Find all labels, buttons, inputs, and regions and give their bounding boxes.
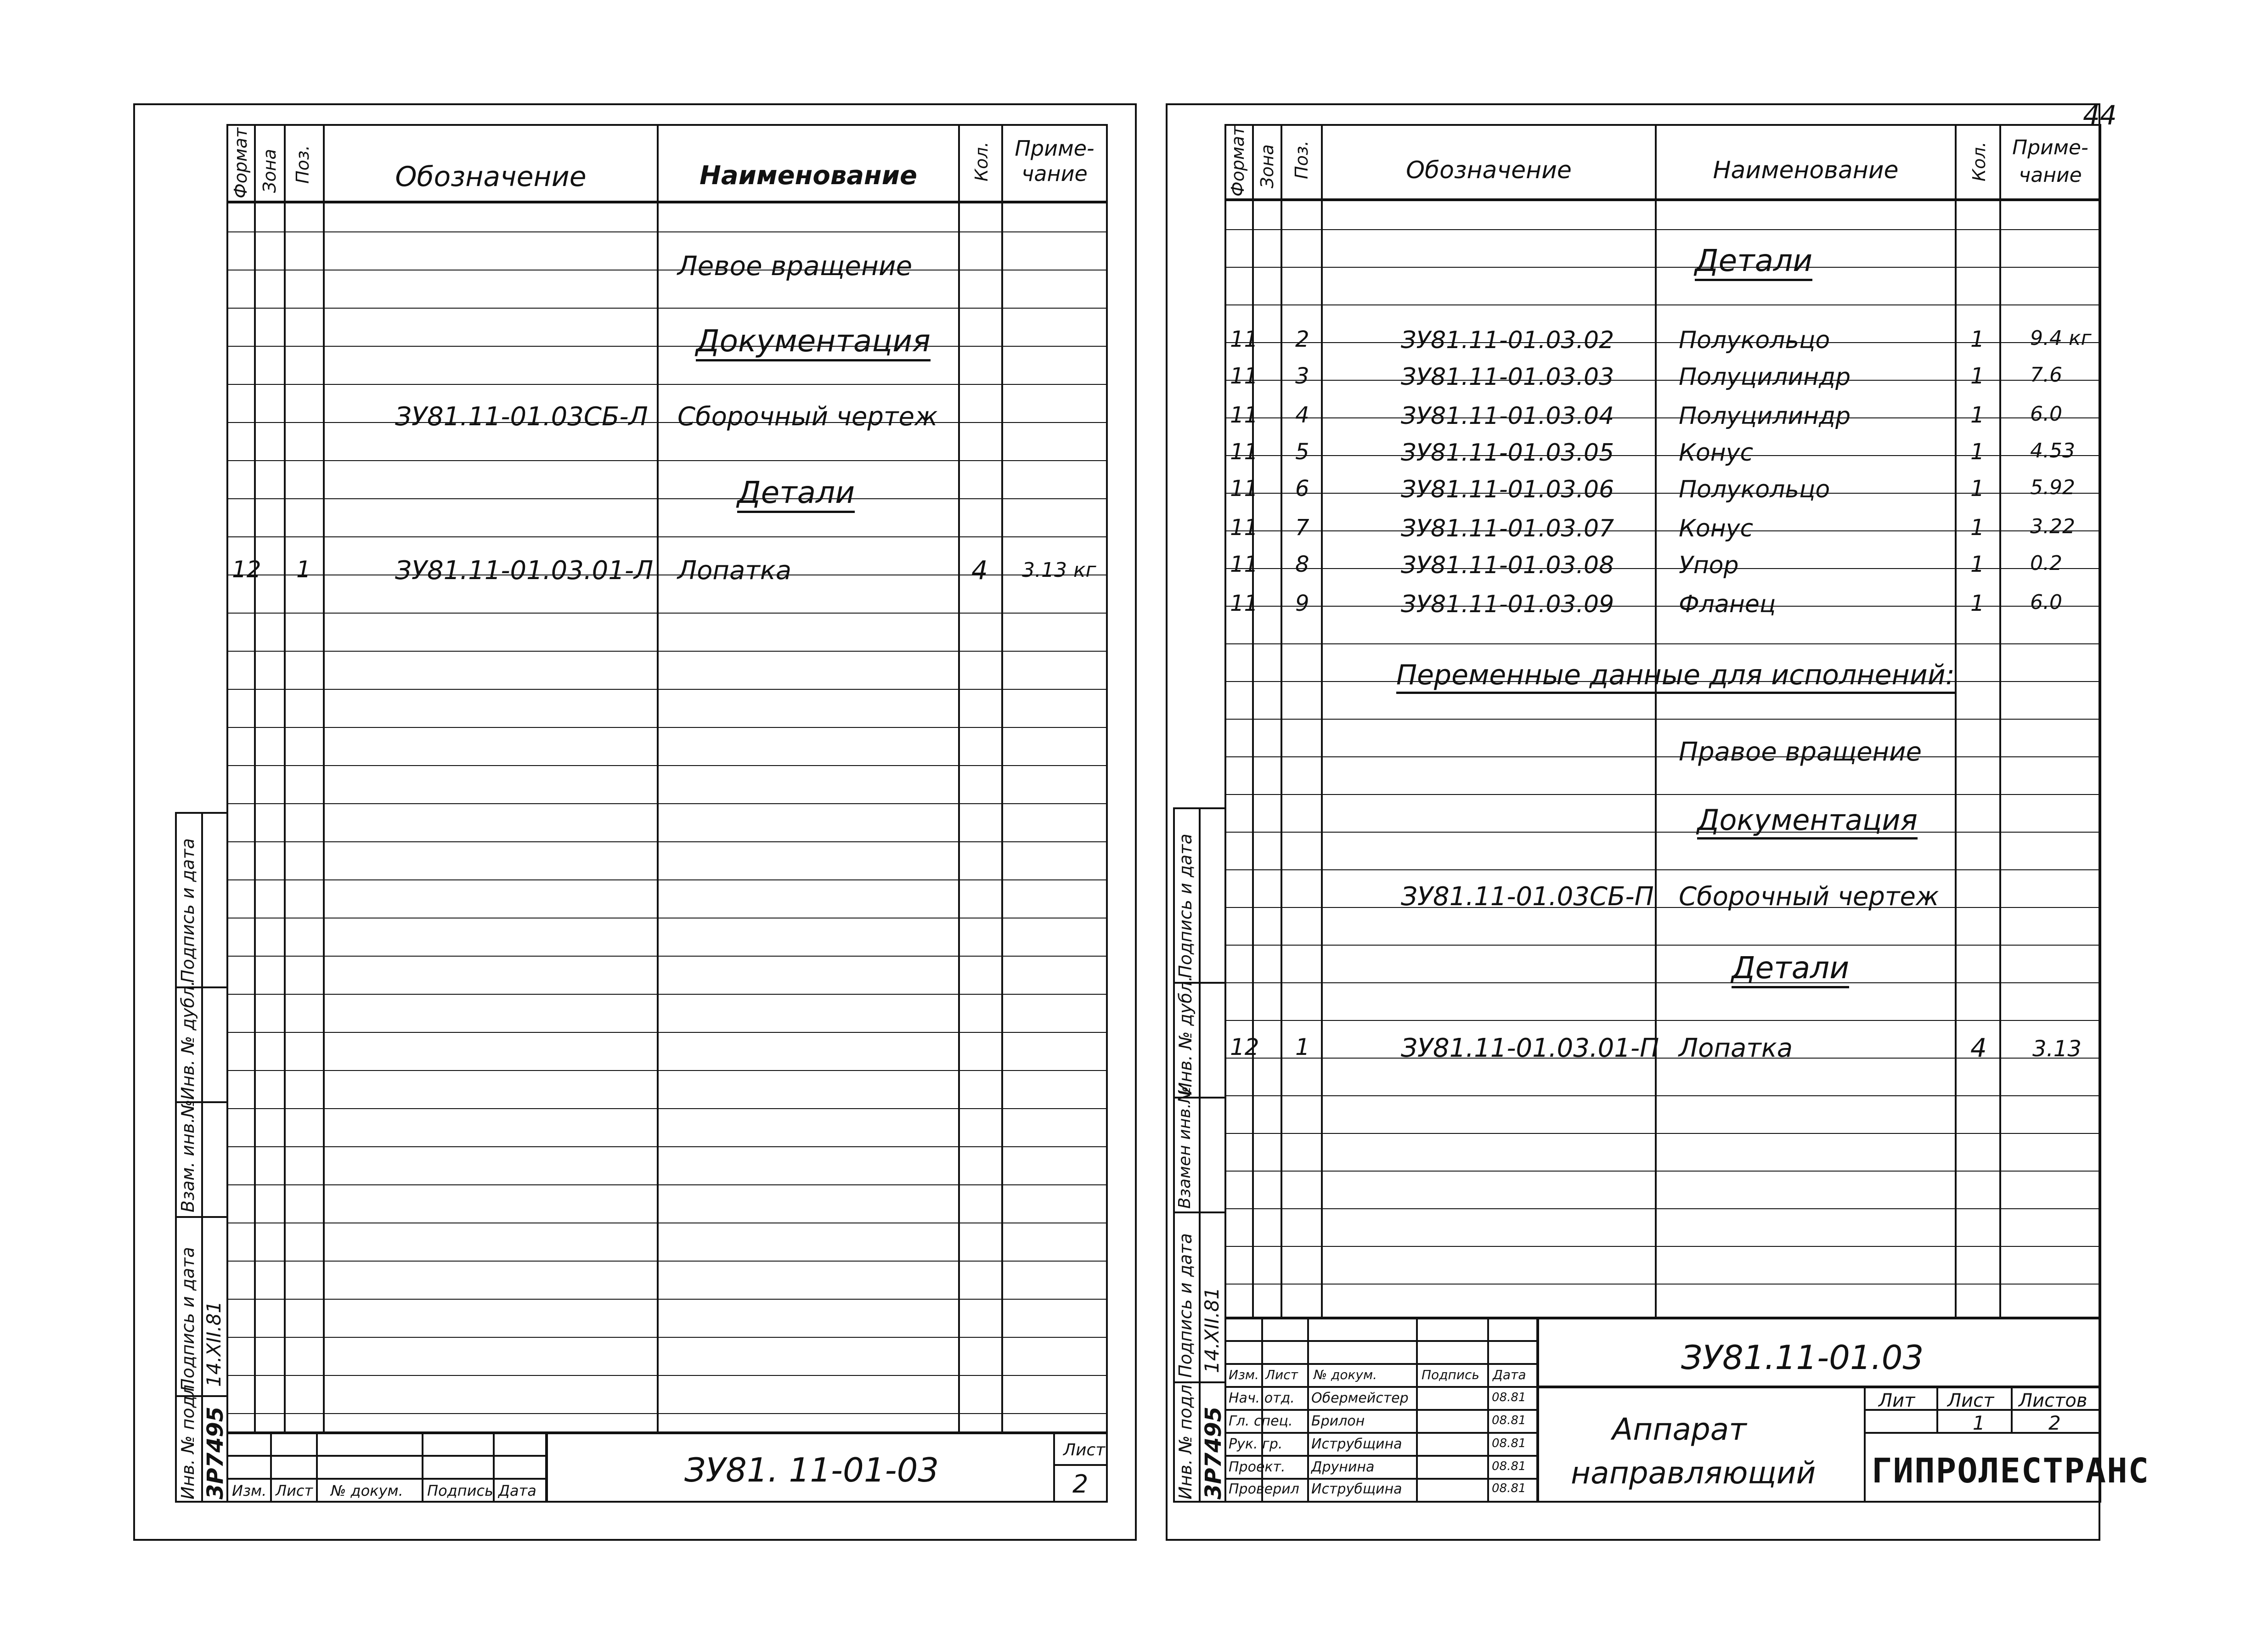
right-part-qty: 1 bbox=[1970, 327, 1985, 352]
right-part-note: 0.2 bbox=[2030, 552, 2062, 575]
right-signer-role: Рук. гр. bbox=[1229, 1436, 1283, 1452]
right-stamp-sign-date: Подпись и дата bbox=[1175, 1233, 1196, 1378]
right-part-qty: 1 bbox=[1970, 439, 1985, 465]
right-title-sheet-value: 1 bbox=[1973, 1412, 1985, 1434]
right-signer-role: Проверил bbox=[1229, 1481, 1299, 1497]
left-header-note-2: чание bbox=[1021, 161, 1088, 186]
right-part-note: 4.53 bbox=[2030, 439, 2075, 462]
right-header-format: Формат bbox=[1228, 125, 1248, 197]
left-part-designation: ЗУ81.11-01.03.01-Л bbox=[395, 556, 654, 586]
right-header-note-2: чание bbox=[2019, 163, 2082, 187]
right-part-note: 6.0 bbox=[2030, 402, 2062, 426]
left-stamp-sign-date-value: 14.XII.81 bbox=[203, 1301, 225, 1387]
right-title-sheets-label: Листов bbox=[2019, 1390, 2087, 1411]
right-part-format: 11 bbox=[1230, 327, 1258, 352]
right-part-designation: ЗУ81.11-01.03.05 bbox=[1401, 439, 1614, 467]
right-part-pos: 3 bbox=[1295, 363, 1309, 389]
right-signer-role: Нач. отд. bbox=[1229, 1390, 1295, 1406]
right-part-name: Полукольцо bbox=[1679, 327, 1830, 354]
left-title-col-date: Дата bbox=[498, 1482, 536, 1499]
right-header-note-1: Приме- bbox=[2012, 136, 2088, 159]
right-part-format: 11 bbox=[1230, 552, 1258, 577]
right-title-sheets-value: 2 bbox=[2048, 1412, 2061, 1434]
right-part-name: Полуцилиндр bbox=[1679, 363, 1851, 391]
right-part-note: 5.92 bbox=[2030, 476, 2075, 499]
right-part-designation: ЗУ81.11-01.03.09 bbox=[1401, 591, 1614, 618]
right-header-zone: Зона bbox=[1257, 144, 1277, 188]
left-stamp-sign-date: Подпись и дата bbox=[178, 1247, 198, 1392]
right-signer-name: Иструбщина bbox=[1311, 1481, 1402, 1497]
right-signer-date: 08.81 bbox=[1492, 1437, 1526, 1450]
right-part-designation: ЗУ81.11-01.03.08 bbox=[1401, 552, 1614, 579]
right-section-parts-2: Детали bbox=[1732, 953, 1849, 988]
left-title-col-izm: Изм. bbox=[232, 1482, 267, 1499]
right-part-pos: 4 bbox=[1295, 402, 1309, 428]
right-part-format: 11 bbox=[1230, 402, 1258, 428]
right-part-pos: 7 bbox=[1295, 515, 1309, 541]
right-part-designation: ЗУ81.11-01.03.04 bbox=[1401, 402, 1614, 430]
right-title-sheet-label: Лист bbox=[1947, 1390, 1994, 1411]
right-part-note: 3.22 bbox=[2030, 515, 2075, 538]
left-header-format: Формат bbox=[231, 127, 251, 198]
left-title-code: ЗУ81. 11-01-03 bbox=[684, 1451, 939, 1489]
right-stamp-sign-date-2: Подпись и дата bbox=[1175, 834, 1196, 978]
right-header-qty: Кол. bbox=[1969, 141, 1989, 181]
right-part-qty: 1 bbox=[1970, 591, 1985, 616]
right-title-head-doc: № докум. bbox=[1314, 1367, 1377, 1382]
left-header-note-1: Приме- bbox=[1015, 136, 1095, 161]
right-signer-name: Брилон bbox=[1311, 1413, 1365, 1429]
right-stamp-inv-orig: Инв. № подл. bbox=[1175, 1379, 1196, 1499]
right-stamp-inv-orig-value: 3Р7495 bbox=[1201, 1406, 1226, 1499]
right-signer-date: 08.81 bbox=[1492, 1482, 1526, 1495]
right-part2-pos: 1 bbox=[1295, 1034, 1310, 1060]
right-title-org-logo: ГИПРОЛЕСТРАНС bbox=[1872, 1451, 2150, 1491]
right-signer-role: Гл. спец. bbox=[1229, 1413, 1293, 1429]
right-part-qty: 1 bbox=[1970, 402, 1985, 428]
right-part-format: 11 bbox=[1230, 439, 1258, 465]
right-part2-qty: 4 bbox=[1970, 1033, 1987, 1063]
right-doc-designation: ЗУ81.11-01.03СБ-П bbox=[1401, 882, 1654, 912]
left-doc-name: Сборочный чертеж bbox=[677, 402, 938, 432]
left-title-col-list: Лист bbox=[276, 1482, 313, 1499]
left-stamp-inv-orig-value: 3Р7495 bbox=[203, 1406, 228, 1499]
page-number: 44 bbox=[2083, 100, 2117, 131]
right-part-note: 9.4 кг bbox=[2030, 327, 2092, 350]
right-signer-role: Проект. bbox=[1229, 1459, 1286, 1475]
right-part2-name: Лопатка bbox=[1679, 1033, 1793, 1063]
left-stamp-inv-dup: Инв. № дубл. bbox=[178, 980, 198, 1100]
left-stamp-inv-orig: Инв. № подл. bbox=[178, 1379, 198, 1499]
right-part-name: Полукольцо bbox=[1679, 476, 1830, 503]
right-part2-designation: ЗУ81.11-01.03.01-П bbox=[1401, 1033, 1659, 1063]
right-section-parts: Детали bbox=[1695, 246, 1812, 281]
left-header-qty: Кол. bbox=[971, 141, 992, 181]
left-stamp-replace-inv: Взам. инв.№ bbox=[178, 1099, 198, 1212]
left-part-pos: 1 bbox=[296, 556, 311, 583]
right-variable-data: Переменные данные для исполнений: bbox=[1396, 661, 1955, 694]
left-part-name: Лопатка bbox=[677, 556, 792, 586]
right-section-rotation: Правое вращение bbox=[1679, 737, 1922, 767]
right-signer-name: Обермейстер bbox=[1311, 1390, 1409, 1406]
right-part-qty: 1 bbox=[1970, 552, 1985, 577]
right-part-pos: 6 bbox=[1295, 476, 1309, 501]
right-part-name: Конус bbox=[1679, 439, 1754, 467]
right-part-pos: 9 bbox=[1295, 591, 1309, 616]
right-part-qty: 1 bbox=[1970, 515, 1985, 541]
right-part2-note: 3.13 bbox=[2032, 1036, 2082, 1062]
left-doc-designation: ЗУ81.11-01.03СБ-Л bbox=[395, 402, 648, 432]
right-title-head-list: Лист bbox=[1265, 1367, 1298, 1382]
right-part-qty: 1 bbox=[1970, 363, 1985, 389]
right-part-format: 11 bbox=[1230, 515, 1258, 541]
right-doc-name: Сборочный чертеж bbox=[1679, 882, 1939, 912]
left-header-zone: Зона bbox=[260, 149, 280, 193]
right-part-format: 11 bbox=[1230, 591, 1258, 616]
right-part-pos: 2 bbox=[1295, 327, 1309, 352]
right-signer-name: Друнина bbox=[1311, 1459, 1375, 1475]
right-signer-date: 08.81 bbox=[1492, 1414, 1526, 1427]
right-part2-format: 12 bbox=[1230, 1034, 1259, 1060]
right-part-note: 7.6 bbox=[2030, 363, 2062, 387]
right-title-lit-label: Лит bbox=[1879, 1390, 1915, 1411]
left-title-sheet-value: 2 bbox=[1072, 1470, 1089, 1499]
left-header-designation: Обозначение bbox=[395, 161, 587, 193]
left-part-qty: 4 bbox=[971, 556, 988, 586]
left-section-rotation: Левое вращение bbox=[677, 250, 913, 282]
left-section-docs: Документация bbox=[696, 326, 931, 361]
right-part-name: Полуцилиндр bbox=[1679, 402, 1851, 430]
right-stamp-sign-date-value: 14.XII.81 bbox=[1201, 1287, 1223, 1373]
right-part-name: Фланец bbox=[1679, 591, 1776, 618]
right-title-code: ЗУ81.11-01.03 bbox=[1681, 1338, 1924, 1377]
right-signer-name: Иструбщина bbox=[1311, 1436, 1402, 1452]
right-part-designation: ЗУ81.11-01.03.06 bbox=[1401, 476, 1614, 503]
right-header-name: Наименование bbox=[1713, 157, 1899, 184]
right-part-note: 6.0 bbox=[2030, 591, 2062, 614]
left-part-note: 3.13 кг bbox=[1022, 558, 1096, 582]
right-part-pos: 5 bbox=[1295, 439, 1309, 465]
left-title-col-doc: № докум. bbox=[331, 1482, 403, 1499]
right-title-head-sign: Подпись bbox=[1422, 1367, 1479, 1382]
left-title-sheet-label: Лист bbox=[1063, 1441, 1106, 1459]
left-section-parts: Детали bbox=[737, 478, 855, 513]
left-header-name: Наименование bbox=[700, 161, 917, 191]
right-header-pos: Поз. bbox=[1292, 140, 1312, 179]
right-title-head-izm: Изм. bbox=[1229, 1367, 1259, 1382]
right-part-format: 11 bbox=[1230, 476, 1258, 501]
right-part-pos: 8 bbox=[1295, 552, 1309, 577]
right-stamp-inv-dup: Инв. № дубл. bbox=[1175, 976, 1196, 1095]
left-stamp-sign-date-2: Подпись и дата bbox=[178, 838, 198, 983]
right-title-line-1: Аппарат bbox=[1612, 1412, 1747, 1447]
right-stamp-replace-inv: Взамен инв.№ bbox=[1175, 1086, 1194, 1209]
right-header-designation: Обозначение bbox=[1406, 157, 1572, 184]
right-signer-date: 08.81 bbox=[1492, 1391, 1526, 1404]
right-part-designation: ЗУ81.11-01.03.02 bbox=[1401, 327, 1614, 354]
right-title-head-date: Дата bbox=[1493, 1367, 1526, 1382]
right-part-format: 11 bbox=[1230, 363, 1258, 389]
right-part-name: Упор bbox=[1679, 552, 1739, 579]
right-section-docs: Документация bbox=[1697, 806, 1918, 840]
right-part-name: Конус bbox=[1679, 515, 1754, 542]
right-part-qty: 1 bbox=[1970, 476, 1985, 501]
left-header-pos: Поз. bbox=[293, 145, 313, 184]
right-title-line-2: направляющий bbox=[1571, 1455, 1816, 1491]
right-part-designation: ЗУ81.11-01.03.07 bbox=[1401, 515, 1614, 542]
right-part-designation: ЗУ81.11-01.03.03 bbox=[1401, 363, 1614, 391]
right-signer-date: 08.81 bbox=[1492, 1459, 1526, 1473]
left-title-col-sign: Подпись bbox=[427, 1482, 493, 1499]
left-part-format: 12 bbox=[232, 556, 261, 583]
